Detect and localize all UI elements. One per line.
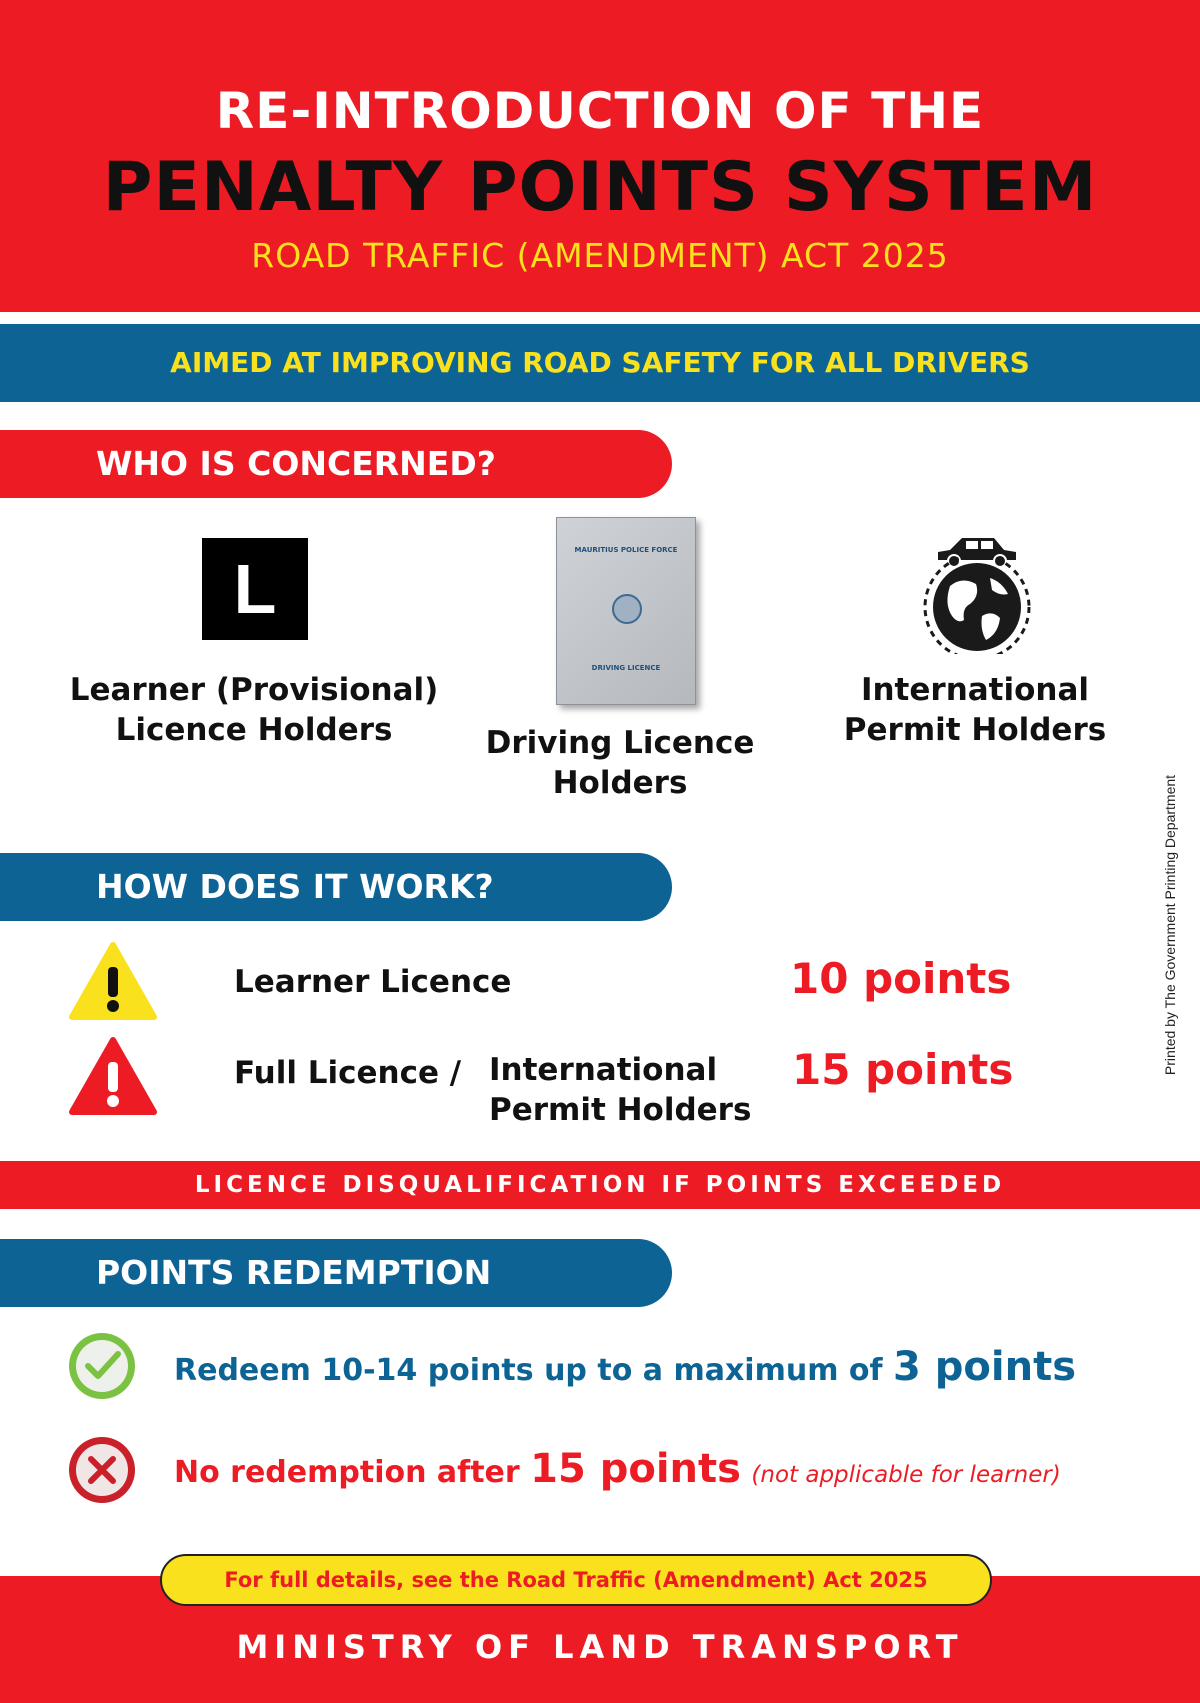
international-permit-label: International Permit Holders — [489, 1052, 752, 1128]
no-redemption-text: No redemption after 15 points (not applicable for learner) — [174, 1446, 1061, 1492]
header-line-1: RE-INTRODUCTION OF THE — [215, 82, 985, 140]
yellow-warning-icon — [68, 941, 158, 1025]
redemption-allowed-text: Redeem 10-14 points up to a maximum of 3 points — [174, 1344, 1077, 1390]
aim-banner-text: AIMED AT IMPROVING ROAD SAFETY FOR ALL DRIVERS — [170, 346, 1030, 379]
booklet-top-text: MAURITIUS POLICE FORCE — [574, 546, 678, 554]
learner-points: 10 points — [790, 954, 1012, 1003]
no-redemption-points: 15 points — [530, 1446, 741, 1492]
booklet-bottom-text: DRIVING LICENCE — [591, 664, 661, 672]
how-section-title: HOW DOES IT WORK? — [96, 867, 494, 906]
learner-plate-icon: L — [202, 538, 308, 640]
learner-holders-label: Learner (Provisional) Licence Holders — [69, 672, 439, 748]
international-permit-holders-label: International Permit Holders — [843, 672, 1107, 748]
who-section-title: WHO IS CONCERNED? — [96, 444, 496, 483]
header-banner — [0, 0, 1200, 312]
ministry-name: MINISTRY OF LAND TRANSPORT — [236, 1628, 964, 1666]
who-section-heading — [0, 430, 672, 498]
red-warning-icon — [68, 1036, 158, 1120]
full-details-note — [160, 1554, 992, 1606]
learner-licence-label: Learner Licence — [234, 964, 512, 1000]
header-subtitle: ROAD TRAFFIC (AMENDMENT) ACT 2025 — [251, 236, 949, 275]
full-licence-points: 15 points — [792, 1045, 1014, 1094]
aim-banner — [0, 324, 1200, 402]
driving-licence-holders-label: Driving Licence Holders — [485, 725, 755, 801]
printer-credit: Printed by The Government Printing Department — [1162, 774, 1178, 1076]
car-globe-icon — [918, 524, 1036, 654]
driving-licence-booklet-icon — [556, 517, 696, 705]
max-redeem-points: 3 points — [893, 1344, 1077, 1390]
how-section-heading — [0, 853, 672, 921]
disqualification-banner — [0, 1161, 1200, 1209]
full-details-text: For full details, see the Road Traffic (Amendment) Act 2025 — [224, 1568, 928, 1592]
check-circle-icon — [66, 1330, 138, 1406]
redemption-section-heading — [0, 1239, 672, 1307]
header-title: PENALTY POINTS SYSTEM — [102, 148, 1098, 227]
full-licence-label: Full Licence / — [234, 1055, 462, 1091]
redemption-section-title: POINTS REDEMPTION — [96, 1253, 492, 1292]
disqualification-text: LICENCE DISQUALIFICATION IF POINTS EXCEEDED — [194, 1172, 1006, 1198]
cross-circle-icon — [66, 1434, 138, 1510]
learner-note: (not applicable for learner) — [751, 1462, 1061, 1488]
police-emblem-icon — [612, 594, 642, 624]
